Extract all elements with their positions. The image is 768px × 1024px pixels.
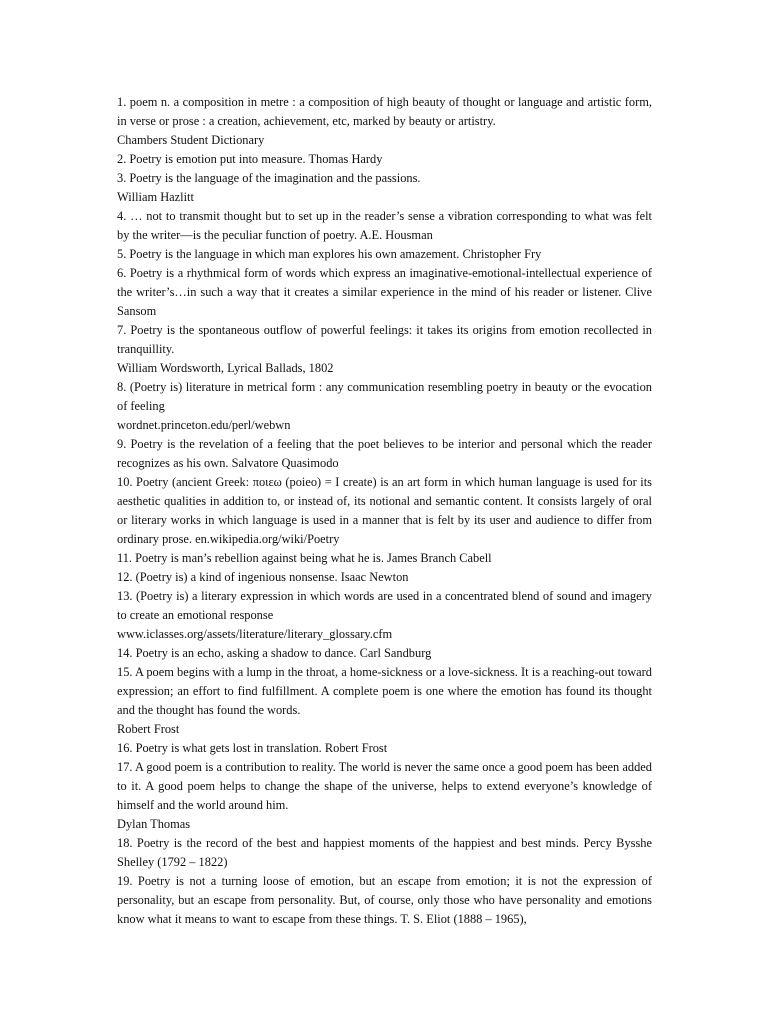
entry-6: 6. Poetry is a rhythmical form of words which express an imaginative-emotional-intellectual experience of the writer’s…in such a way that it creates a similar experience in the mind of his reader or listener. Clive Sansom	[117, 266, 652, 318]
document-page	[117, 93, 652, 929]
entry-3: 3. Poetry is the language of the imagination and the passions.	[117, 171, 421, 185]
entry-5: 5. Poetry is the language in which man explores his own amazement. Christopher Fry	[117, 247, 542, 261]
entry-8-source: wordnet.princeton.edu/perl/webwn	[117, 418, 291, 432]
entry-7: 7. Poetry is the spontaneous outflow of powerful feelings: it takes its origins from emotion recollected in tranquillity.	[117, 323, 652, 356]
entry-15-source: Robert Frost	[117, 722, 180, 736]
entry-2: 2. Poetry is emotion put into measure. Thomas Hardy	[117, 152, 383, 166]
entry-12: 12. (Poetry is) a kind of ingenious nonsense. Isaac Newton	[117, 570, 409, 584]
entry-14: 14. Poetry is an echo, asking a shadow to dance. Carl Sandburg	[117, 646, 432, 660]
entry-16: 16. Poetry is what gets lost in translation. Robert Frost	[117, 741, 388, 755]
entry-19: 19. Poetry is not a turning loose of emotion, but an escape from emotion; it is not the expression of personality, but an escape from personality. But, of course, only those who have personality and emotions know what it means to want to escape from these things. T. S. Eliot (1888 – 1965),	[117, 874, 652, 926]
entry-1-source: Chambers Student Dictionary	[117, 133, 265, 147]
entry-4: 4. … not to transmit thought but to set up in the reader’s sense a vibration corresponding to what was felt by the writer—is the peculiar function of poetry. A.E. Housman	[117, 209, 652, 242]
entry-1: 1. poem n. a composition in metre : a composition of high beauty of thought or language and artistic form, in verse or prose : a creation, achievement, etc, marked by beauty or artistry.	[117, 95, 652, 128]
entry-13: 13. (Poetry is) a literary expression in which words are used in a concentrated blend of sound and imagery to create an emotional response	[117, 589, 652, 622]
entry-13-source: www.iclasses.org/assets/literature/literary_glossary.cfm	[117, 627, 393, 641]
entry-7-source: William Wordsworth, Lyrical Ballads, 1802	[117, 361, 334, 375]
entry-10: 10. Poetry (ancient Greek: ποιεω (poieo) = I create) is an art form in which human language is used for its aesthetic qualities in addition to, or instead of, its notional and semantic content. It consists largely of oral or literary works in which language is used in a manner that is felt by its user and audience to differ from ordinary prose. en.wikipedia.org/wiki/Poetry	[117, 475, 652, 546]
entry-15: 15. A poem begins with a lump in the throat, a home-sickness or a love-sickness. It is a reaching-out toward expression; an effort to find fulfillment. A complete poem is one where the emotion has found its thought and the thought has found the words.	[117, 665, 652, 717]
entry-17: 17. A good poem is a contribution to reality. The world is never the same once a good poem has been added to it. A good poem helps to change the shape of the universe, helps to extend everyone’s knowledge of himself and the world around him.	[117, 760, 652, 812]
entry-8: 8. (Poetry is) literature in metrical form : any communication resembling poetry in beauty or the evocation of feeling	[117, 380, 652, 413]
entry-17-source: Dylan Thomas	[117, 817, 191, 831]
entry-9: 9. Poetry is the revelation of a feeling that the poet believes to be interior and personal which the reader recognizes as his own. Salvatore Quasimodo	[117, 437, 652, 470]
entry-11: 11. Poetry is man’s rebellion against being what he is. James Branch Cabell	[117, 551, 492, 565]
entry-18: 18. Poetry is the record of the best and happiest moments of the happiest and best minds. Percy Bysshe Shelley (1792 – 1822)	[117, 836, 652, 869]
entry-3-source: William Hazlitt	[117, 190, 194, 204]
